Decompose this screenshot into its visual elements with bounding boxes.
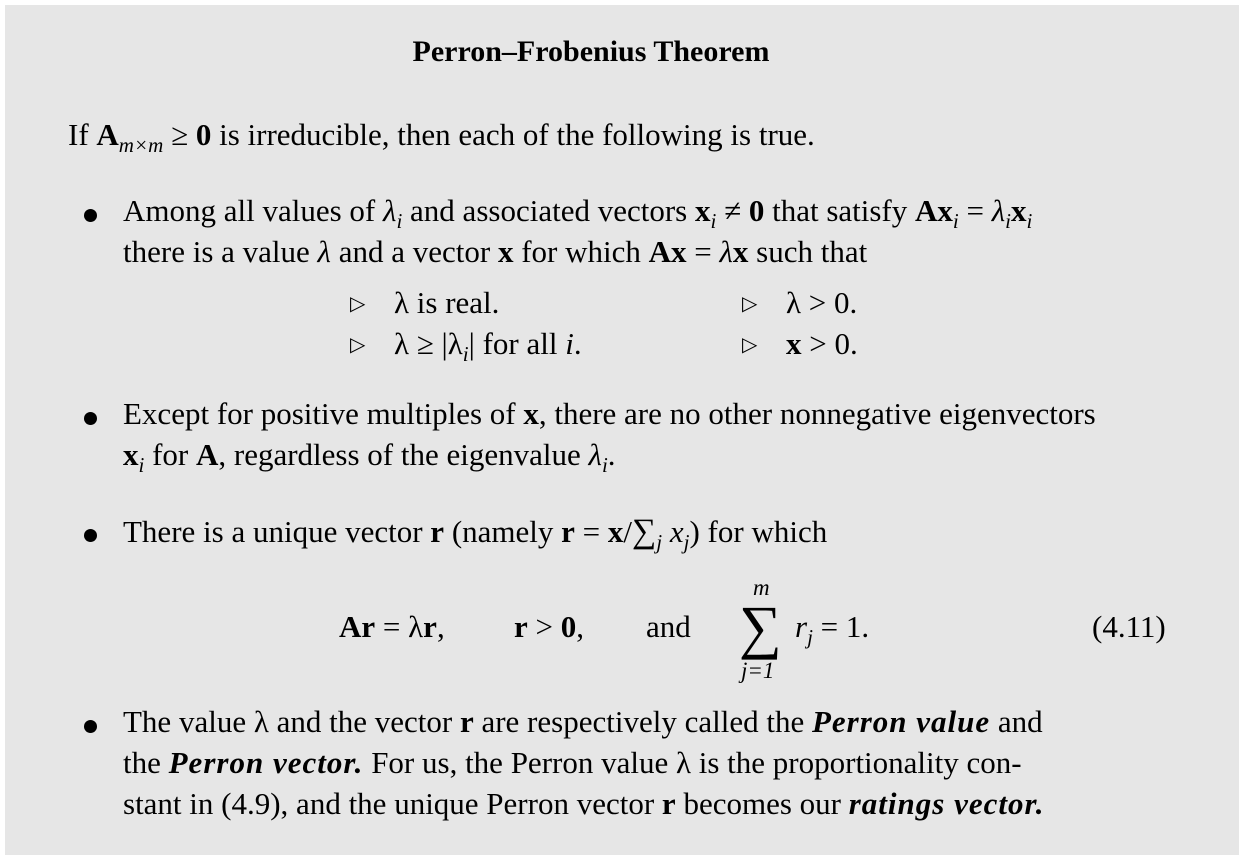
vector-x: x [732,234,749,269]
bullet-dot [84,209,97,222]
theorem-panel [5,5,1239,855]
vector-r: r [561,514,575,549]
equals-sign: = [958,193,992,228]
bullet1-text-h: such that [748,234,868,269]
triangle-marker-icon: ▷ [742,293,758,315]
vector-r: r [430,514,445,549]
equation-label: (4.11) [1092,609,1166,644]
subscript-i: i [1005,209,1011,233]
subscript-i: i [138,453,145,477]
matrix-A: A [96,117,119,152]
bullet3-line [123,515,827,553]
comma: , [576,609,584,644]
equals-one: = 1. [812,609,870,644]
bullet2-text-b: , there are no other nonnegative eigenvectors [538,396,1096,431]
equals-sign: = [574,514,608,549]
neq-sign: ≠ [716,193,749,228]
Ax-term: Ax [915,193,953,228]
subscript-i: i [710,209,717,233]
sum-lower-limit: j=1 [741,658,775,683]
bullet4-line3 [123,788,1045,819]
bullet-dot [84,720,97,733]
bullet-dot [84,529,97,542]
bullet4-text-e: For us, the Perron value λ is the proportionality con- [363,745,1022,780]
condition-dominant-b: | for all [468,326,566,361]
condition-dominant [350,328,582,365]
equation-positive [514,611,584,642]
intro-rel: ≥ [163,117,196,152]
sum-upper-limit: m [753,575,770,600]
condition-real [350,287,499,318]
period: . [573,326,582,361]
bullet1-line1 [123,195,1032,232]
triangle-marker-icon: ▷ [742,334,758,356]
bullet4-text-a: The value λ and the vector [123,704,460,739]
lambda-symbol: λ [588,437,602,472]
bullet4-text-c: and [990,704,1043,739]
vector-r: r [514,609,528,644]
subscript-i: i [396,209,403,233]
condition-x-positive [742,328,858,359]
equation-and: and [646,609,691,644]
subscript-i: i [601,453,608,477]
bullet1-text-a: Among all values of [123,193,384,228]
ratings-vector-term: ratings vector. [848,786,1045,821]
vector-x: x [497,234,514,269]
vector-x: x [607,514,624,549]
bullet3-text-a: There is a unique vector [123,514,431,549]
lambda-symbol: λ [991,193,1006,228]
intro-if: If [68,117,89,152]
component-r: r [795,609,808,644]
subscript-i: i [1026,209,1033,233]
condition-positive-text: λ > 0. [786,285,858,320]
bullet1-line2 [123,236,867,267]
equation-rhs [795,611,869,648]
summation-icon: ∑ [739,594,782,660]
bullet1-text-e: there is a value [123,234,318,269]
intro-rest: is irreducible, then each of the following is true. [211,117,815,152]
lambda-symbol: λ [719,234,733,269]
condition-x-text: > 0. [801,326,858,361]
lambda-symbol: λ [317,234,331,269]
vector-r: r [423,609,437,644]
Ar-term: Ar [339,609,376,644]
subscript-j: j [656,530,663,554]
perron-value-term: Perron value [811,704,991,739]
bullet1-text-f: and a vector [330,234,498,269]
vector-x: x [523,396,539,431]
bullet1-text-g: for which [513,234,649,269]
vector-x: x [694,193,711,228]
component-x: x [669,514,684,549]
bullet4-line1 [123,706,1043,737]
bullet4-text-d: the [123,745,169,780]
Ax-term: Ax [648,234,687,269]
bullet2-text-d: , regardless of the eigenvalue [218,437,589,472]
triangle-marker-icon: ▷ [350,293,366,315]
bullet2-line1 [123,398,1096,429]
vector-r: r [459,704,474,739]
bullet4-text-f: stant in (4.9), and the unique Perron vector [123,786,662,821]
bullet1-text-d: that satisfy [764,193,915,228]
period: . [607,437,616,472]
theorem-title: Perron–Frobenius Theorem [412,35,770,68]
greater-sign: > [527,609,561,644]
bullet2-text-a: Except for positive multiples of [123,396,524,431]
bullet2-text-c: for [144,437,196,472]
equals-sign: = [686,234,720,269]
summation-icon: ∑ [632,513,657,550]
comma: , [436,609,445,644]
condition-real-text: λ is real. [394,285,500,320]
bullet4-text-g: becomes our [675,786,849,821]
bullet2-line2 [123,439,616,476]
vector-x: x [123,437,139,472]
subscript-j: j [683,530,690,554]
perron-vector-term: Perron vector. [168,745,364,780]
zero-vector: 0 [560,609,577,644]
condition-positive [742,287,857,318]
condition-dominant-a: λ ≥ |λ [394,326,463,361]
vector-x: x [786,326,802,361]
matrix-dims: m×m [118,133,164,157]
equation-lhs [339,611,445,642]
slash: / [623,514,633,549]
lambda-symbol: λ [383,193,397,228]
matrix-A: A [196,437,219,472]
subscript-j: j [807,625,813,649]
vector-x: x [1011,193,1027,228]
bullet1-text-b: and associated vectors [402,193,695,228]
zero-matrix: 0 [195,117,212,152]
index-i: i [565,326,574,361]
subscript-i: i [952,209,959,233]
vector-r: r [661,786,676,821]
zero-vector: 0 [748,193,765,228]
bullet3-text-c: ) for which [689,514,828,549]
subscript-i: i [462,342,469,366]
bullet4-text-b: are respectively called the [473,704,812,739]
triangle-marker-icon: ▷ [350,334,366,356]
bullet4-line2 [123,747,1022,778]
intro-line [68,119,815,156]
equals-lambda: = λ [375,609,424,644]
bullet3-text-b: (namely [444,514,562,549]
bullet-dot [84,412,97,425]
